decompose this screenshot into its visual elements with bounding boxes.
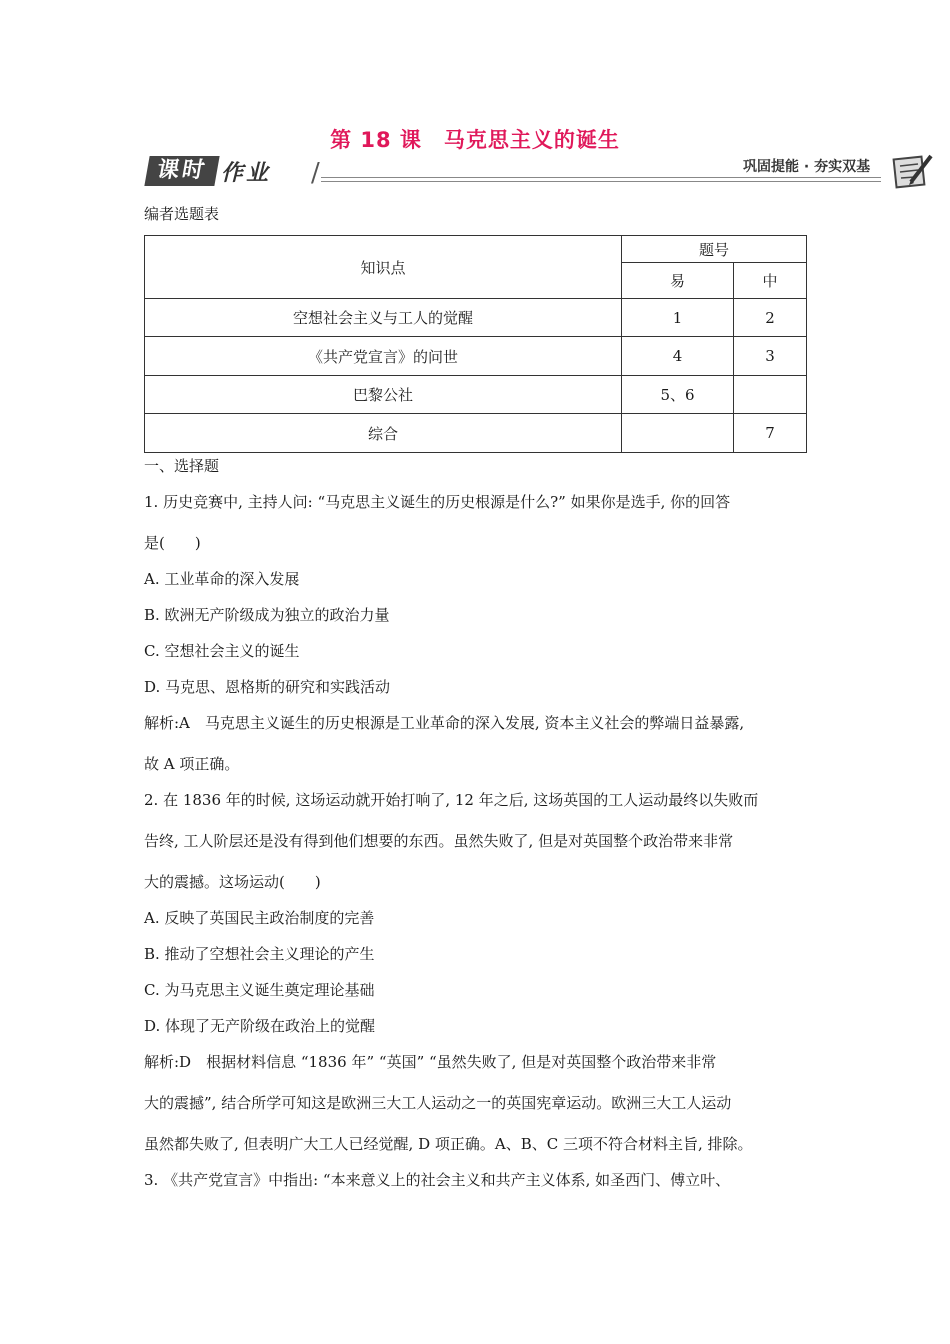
row-medium: 3 <box>734 337 807 376</box>
q2-stem-line3: 大的震撼。这场运动( ) <box>144 873 321 891</box>
q1-option-b: B. 欧洲无产阶级成为独立的政治力量 <box>144 606 390 624</box>
q2-analysis-line2: 大的震撼”, 结合所学可知这是欧洲三大工人运动之一的英国宪章运动。欧洲三大工人运动 <box>144 1094 732 1112</box>
banner-slash: / <box>311 158 320 188</box>
row-medium: 7 <box>734 414 807 453</box>
header-easy: 易 <box>622 263 734 299</box>
q2-option-d: D. 体现了无产阶级在政治上的觉醒 <box>144 1017 376 1035</box>
table-row <box>145 299 807 337</box>
row-easy: 4 <box>622 337 734 376</box>
q1-analysis-line1: 解析:A 马克思主义诞生的历史根源是工业革命的深入发展, 资本主义社会的弊端日益暴露, <box>144 714 745 732</box>
q1-option-d: D. 马克思、恩格斯的研究和实践活动 <box>144 678 391 696</box>
section-banner <box>143 152 943 194</box>
row-topic: 巴黎公社 <box>145 376 622 414</box>
q2-option-a: A. 反映了英国民主政治制度的完善 <box>144 909 375 927</box>
q1-analysis-line2: 故 A 项正确。 <box>144 755 240 773</box>
q1-stem-line1: 1. 历史竞赛中, 主持人问: “马克思主义诞生的历史根源是什么?” 如果你是选手, 你的回答 <box>144 493 731 511</box>
notebook-pen-icon <box>891 152 935 190</box>
row-easy: 5、6 <box>622 376 734 414</box>
header-number: 题号 <box>622 236 807 263</box>
row-topic: 空想社会主义与工人的觉醒 <box>145 299 622 337</box>
banner-divider <box>321 177 881 182</box>
banner-subtitle: 巩固提能 · 夯实双基 <box>743 159 871 175</box>
q1-option-a: A. 工业革命的深入发展 <box>144 570 300 588</box>
q2-stem-line2: 告终, 工人阶层还是没有得到他们想要的东西。虽然失败了, 但是对英国整个政治带来非常 <box>144 832 734 850</box>
table-caption: 编者选题表 <box>144 205 220 223</box>
table-row <box>145 376 807 414</box>
row-medium <box>734 376 807 414</box>
row-easy <box>622 414 734 453</box>
q2-option-b: B. 推动了空想社会主义理论的产生 <box>144 945 375 963</box>
table-row <box>145 414 807 453</box>
q1-stem-line2: 是( ) <box>144 534 201 552</box>
header-knowledge: 知识点 <box>145 236 622 299</box>
q2-option-c: C. 为马克思主义诞生奠定理论基础 <box>144 981 375 999</box>
row-topic: 《共产党宣言》的问世 <box>145 337 622 376</box>
q3-stem-line1: 3. 《共产党宣言》中指出: “本来意义上的社会主义和共产主义体系, 如圣西门、傅立叶、 <box>144 1171 731 1189</box>
banner-label-box: 课时 <box>144 156 219 186</box>
q1-option-c: C. 空想社会主义的诞生 <box>144 642 300 660</box>
section-heading: 一、选择题 <box>144 457 220 475</box>
banner-label-text: 作业 <box>221 160 272 186</box>
row-topic: 综合 <box>145 414 622 453</box>
row-medium: 2 <box>734 299 807 337</box>
header-medium: 中 <box>734 263 807 299</box>
page-title: 第 18 课 马克思主义的诞生 <box>330 128 620 152</box>
banner-label <box>147 156 271 186</box>
q2-analysis-line1: 解析:D 根据材料信息 “1836 年” “英国” “虽然失败了, 但是对英国整个政治带来非常 <box>144 1053 717 1071</box>
q2-stem-line1: 2. 在 1836 年的时候, 这场运动就开始打响了, 12 年之后, 这场英国的工人运动最终以失败而 <box>144 791 759 809</box>
row-easy: 1 <box>622 299 734 337</box>
q2-analysis-line3: 虽然都失败了, 但表明广大工人已经觉醒, D 项正确。A、B、C 三项不符合材料主旨, 排除。 <box>144 1135 753 1153</box>
question-selection-table <box>144 235 807 453</box>
table-row <box>145 337 807 376</box>
